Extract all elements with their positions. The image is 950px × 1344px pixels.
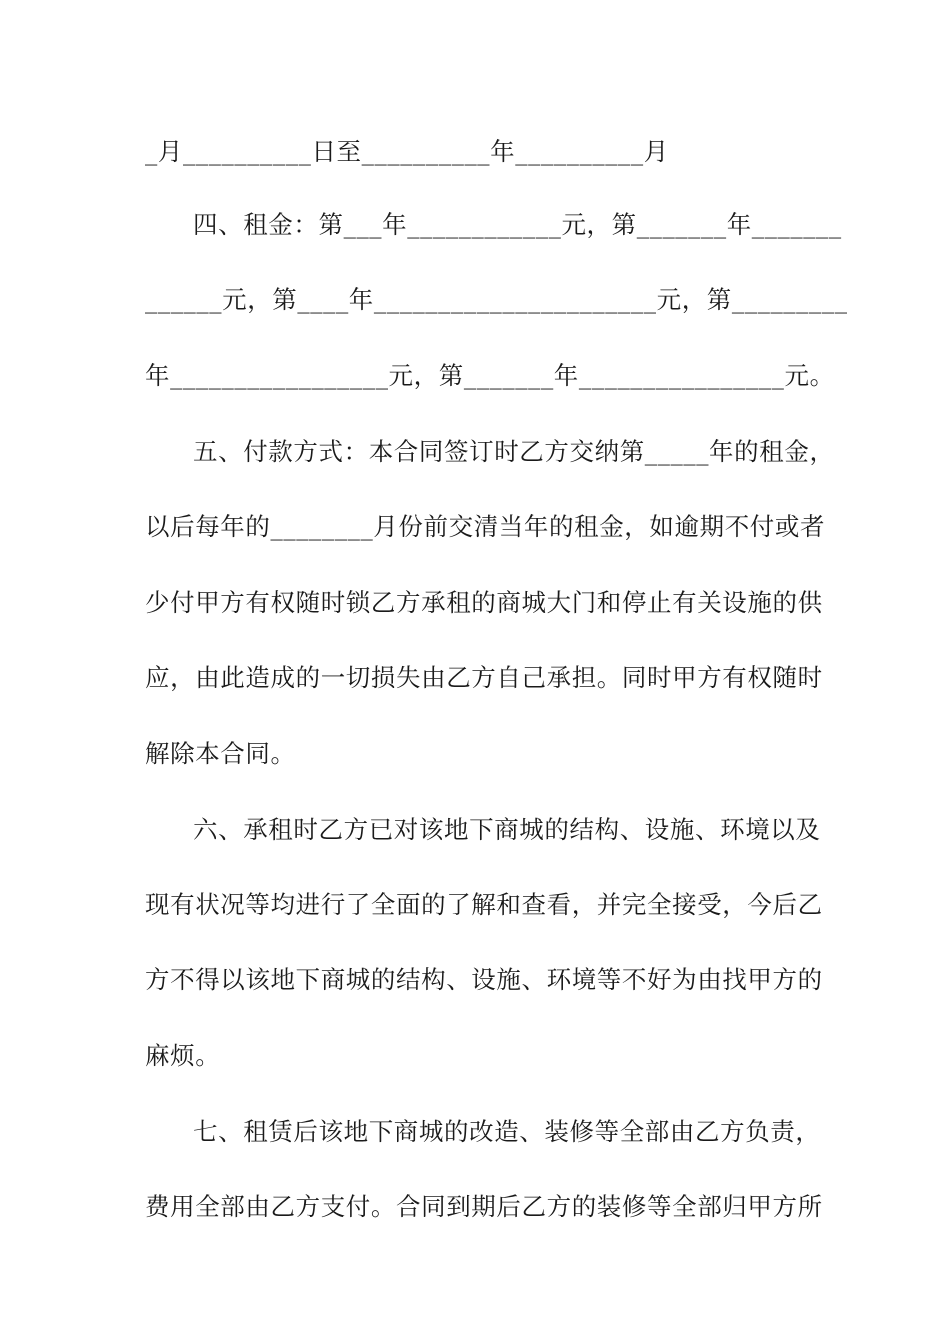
text-line-inspection-end: 麻烦。 bbox=[145, 1041, 221, 1070]
text-line-renovation-continued: 费用全部由乙方支付。合同到期后乙方的装修等全部归甲方所 bbox=[145, 1192, 823, 1221]
text-line-rent-continued: ______元，第____年______________________元，第_________ bbox=[145, 285, 848, 314]
text-line-payment-continued: 应，由此造成的一切损失由乙方自己承担。同时甲方有权随时 bbox=[145, 663, 823, 692]
text-line-payment-clause: 五、付款方式：本合同签订时乙方交纳第_____年的租金， bbox=[193, 437, 835, 466]
text-line-rent-clause: 四、租金：第___年____________元，第_______年_______ bbox=[193, 210, 842, 239]
text-line-renovation-clause: 七、租赁后该地下商城的改造、装修等全部由乙方负责， bbox=[193, 1117, 821, 1146]
text-line-payment-continued: 以后每年的________月份前交清当年的租金，如逾期不付或者 bbox=[145, 512, 826, 541]
text-line-inspection-continued: 现有状况等均进行了全面的了解和查看，并完全接受，今后乙 bbox=[145, 890, 823, 919]
text-line-inspection-clause: 六、承租时乙方已对该地下商城的结构、设施、环境以及 bbox=[193, 815, 821, 844]
text-line-payment-continued: 少付甲方有权随时锁乙方承租的商城大门和停止有关设施的供 bbox=[145, 588, 823, 617]
text-line-inspection-continued: 方不得以该地下商城的结构、设施、环境等不好为由找甲方的 bbox=[145, 965, 823, 994]
text-line-payment-end: 解除本合同。 bbox=[145, 739, 296, 768]
text-line-rent-end: 年_________________元，第_______年________________元。 bbox=[145, 361, 835, 390]
text-line-date-range: _月__________日至__________年__________月 bbox=[145, 137, 669, 166]
